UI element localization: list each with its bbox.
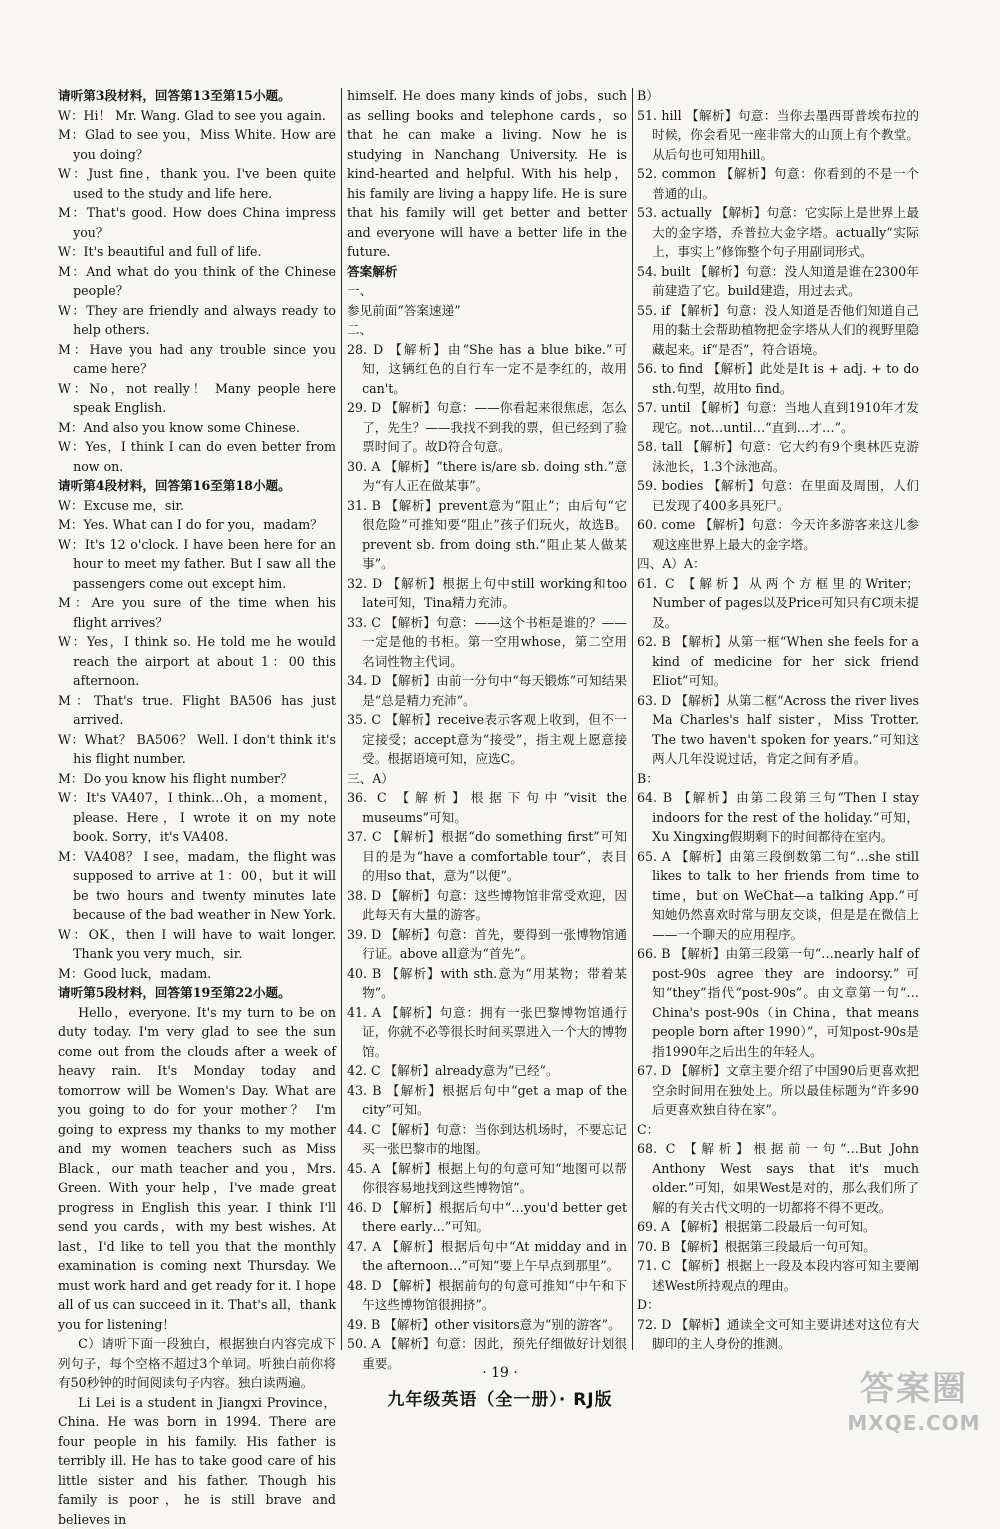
text-line: 56. to find 【解析】此处是It is + adj. + to do sth.句型，故用to find。 (637, 359, 919, 398)
text-line: 45. A 【解析】根据上句的句意可知“地图可以帮你很容易地找到这些博物馆”。 (347, 1159, 627, 1198)
text-line: 30. A 【解析】“there is/are sb. doing sth.”意为“有人正在做某事”。 (347, 457, 627, 496)
column-left (58, 86, 336, 1366)
watermark-bottom-text: MXQE.COM (834, 1411, 994, 1435)
text-line: 60. come 【解析】句意：今天许多游客来这儿参观这座世界上最大的金字塔。 (637, 515, 919, 554)
text-line: Hello，everyone. It's my turn to be on duty today. I'm very glad to see the sun come out from the clouds after a week of heavy rain. It's Monday today and tomorrow will be Women's Day. What are you going to do for your mother？ I'm going to express my thanks to my mother and my women teachers such as Miss Black，our math teacher and you，Mrs. Green. With your help，I've made great progress in English this year. I think I'll send you cards，with my best wishes. At last，I'd like to tell you that the monthly examination is coming next Thursday. We must work hard and get ready for it. I hope all of us can succeed in it. That's all，thank you for listening！ (58, 1003, 336, 1335)
text-line: Li Lei is a student in Jiangxi Province，China. He was born in 1994. There are four people in his family. His father is terribly ill. He has to take good care of his little sister and his father. Though his family is poor，he is still brave and believes in (58, 1393, 336, 1529)
text-line: 65. A 【解析】由第三段倒数第二句“…she still likes to talk to her friends from time to time，but on WeChat—a talking App.”可知她仍然喜欢时常与朋友交谈，但是是在微信上——一个聊天的应用程序。 (637, 847, 919, 945)
text-line: 41. A 【解析】句意：拥有一张巴黎博物馆通行证，你就不必等很长时间买票进入一个大的博物馆。 (347, 1003, 627, 1062)
watermark-top-text: 答案圈 (834, 1367, 994, 1411)
text-line: 52. common 【解析】句意：你看到的不是一个普通的山。 (637, 164, 919, 203)
page-number: · 19 · (0, 1365, 1000, 1381)
text-line: M：That's good. How does China impress you？ (58, 203, 336, 242)
text-line: W：No，not really！ Many people here speak English. (58, 379, 336, 418)
text-line: 48. D 【解析】根据前句的句意可推知“中午和下午这些博物馆很拥挤”。 (347, 1276, 627, 1315)
text-line: 31. B 【解析】prevent意为“阻止”；由后句“它很危险”可推知要“阻止”孩子们玩火，故选B。prevent sb. from doing sth.“阻止某人做某事”。 (347, 496, 627, 574)
text-line: 71. C 【解析】根据上一段及本段内容可知主要阐述West所持观点的理由。 (637, 1256, 919, 1295)
text-line: M：Do you know his flight number？ (58, 769, 336, 789)
text-line: 答案解析 (347, 262, 627, 282)
text-line: 70. B 【解析】根据第三段最后一句可知。 (637, 1237, 919, 1257)
text-line: 一、 (347, 281, 627, 301)
text-line: 59. bodies 【解析】句意：在里面及周围，人们已发现了400多具死尸。 (637, 476, 919, 515)
column-right (637, 86, 919, 1366)
text-line: M：VA408？ I see，madam，the flight was supposed to arrive at 1：00，but it will be two hours and twenty minutes late because of the bad weather in New York. (58, 847, 336, 925)
text-line: 29. D 【解析】句意：——你看起来很焦虑，怎么了，先生？——我找不到我的票，但已经到了验票时间了。故D符合句意。 (347, 398, 627, 457)
text-line: 32. D 【解析】根据上句中still working和too late可知，Tina精力充沛。 (347, 574, 627, 613)
text-line: W：OK，then I will have to wait longer. Thank you very much，sir. (58, 925, 336, 964)
text-line: 39. D 【解析】句意：首先，要得到一张博物馆通行证。above all意为“首先”。 (347, 925, 627, 964)
text-line: 43. B 【解析】根据后句中“get a map of the city”可知。 (347, 1081, 627, 1120)
text-line: 参见前面“答案速递” (347, 301, 627, 321)
text-line: 47. A 【解析】根据后句中“At midday and in the afternoon…”可知“要上午早点到那里”。 (347, 1237, 627, 1276)
text-line: 三、A） (347, 769, 627, 789)
text-line: 35. C 【解析】receive表示客观上收到，但不一定接受；accept意为“接受”，指主观上愿意接受。根据语境可知，应选C。 (347, 710, 627, 769)
text-line: 61. C 【解析】从两个方框里的Writer；Number of pages以及Price可知只有C项未提及。 (637, 574, 919, 633)
text-line: 64. B 【解析】由第二段第三句“Then I stay indoors for the rest of the holiday.”可知，Xu Xingxing假期剩下的时间都待在室内。 (637, 788, 919, 847)
text-line: 57. until 【解析】句意：当地人直到1910年才发现它。not…until…“直到…才…”。 (637, 398, 919, 437)
text-line: 44. C 【解析】句意：当你到达机场时，不要忘记买一张巴黎市的地图。 (347, 1120, 627, 1159)
text-line: B） (637, 86, 919, 106)
text-line: 54. built 【解析】句意：没人知道是谁在2300年前建造了它。build建造，用过去式。 (637, 262, 919, 301)
text-line: 55. if 【解析】句意：没人知道是否他们知道自己用的黏土会帮助植物把金字塔从人们的视野里隐藏起来。if“是否”，符合语境。 (637, 301, 919, 360)
book-title: 九年级英语（全一册）· RJ版 (0, 1385, 1000, 1410)
column-divider-right (632, 88, 633, 1350)
text-line: D： (637, 1295, 919, 1315)
text-line: M：Are you sure of the time when his flight arrives？ (58, 593, 336, 632)
text-line: 51. hill 【解析】句意：当你去墨西哥普埃布拉的时候，你会看见一座非常大的山顶上有个教堂。从后句也可知用hill。 (637, 106, 919, 165)
text-line: 42. C 【解析】already意为“已经”。 (347, 1061, 627, 1081)
text-line: 28. D 【解析】由“She has a blue bike.”可知，这辆红色的自行车一定不是李红的，故用can't。 (347, 340, 627, 399)
text-line: 72. D 【解析】通读全文可知主要讲述对这位有大脚印的主人身份的推测。 (637, 1315, 919, 1354)
text-line: 58. tall 【解析】句意：它大约有9个奥林匹克游泳池长，1.3个泳池高。 (637, 437, 919, 476)
text-line: M：Yes. What can I do for you，madam？ (58, 515, 336, 535)
text-line: 68. C 【解析】根据前一句“…But John Anthony West says that it's much older.”可知，如果West是对的，那么我们所了解的有关古代文明的一切都将不得不更改。 (637, 1139, 919, 1217)
text-line: W：Hi！ Mr. Wang. Glad to see you again. (58, 106, 336, 126)
text-line: C： (637, 1120, 919, 1140)
text-line: 69. A 【解析】根据第二段最后一句可知。 (637, 1217, 919, 1237)
text-line: 请听第5段材料，回答第19至第22小题。 (58, 983, 336, 1003)
text-line: W：Just fine，thank you. I've been quite used to the study and life here. (58, 164, 336, 203)
text-line: M：Glad to see you，Miss White. How are you doing？ (58, 125, 336, 164)
text-line: 67. D 【解析】文章主要介绍了中国90后更喜欢把空余时间用在独处上。所以最佳标题为“许多90后更喜欢独自待在家”。 (637, 1061, 919, 1120)
text-line: C）请听下面一段独白，根据独白内容完成下列句子，每个空格不超过3个单词。听独白前你将有50秒钟的时间阅读句子内容。独白读两遍。 (58, 1334, 336, 1393)
text-line: W：It's 12 o'clock. I have been here for an hour to meet my father. But I saw all the passengers come out except him. (58, 535, 336, 594)
text-line: M：That's true. Flight BA506 has just arrived. (58, 691, 336, 730)
text-line: 四、A）A： (637, 554, 919, 574)
text-line: W：What？ BA506？ Well. I don't think it's his flight number. (58, 730, 336, 769)
text-line: 62. B 【解析】从第一框“When she feels for a kind of medicine for her sick friend Eliot”可知。 (637, 632, 919, 691)
column-middle (347, 86, 627, 1366)
text-line: 36. C 【解析】根据下句中“visit the museums”可知。 (347, 788, 627, 827)
text-line: 46. D 【解析】根据后句中“…you'd better get there early…”可知。 (347, 1198, 627, 1237)
text-line: 33. C 【解析】句意：——这个书柜是谁的？——一定是他的书柜。第一空用whose，第二空用名词性物主代词。 (347, 613, 627, 672)
text-line: M：And what do you think of the Chinese people？ (58, 262, 336, 301)
text-line: 请听第4段材料，回答第16至第18小题。 (58, 476, 336, 496)
text-line: W：It's VA407，I think…Oh，a moment，please. Here，I wrote it on my note book. Sorry，it's VA408. (58, 788, 336, 847)
text-line: W：Yes，I think I can do even better from now on. (58, 437, 336, 476)
text-line: W：It's beautiful and full of life. (58, 242, 336, 262)
text-line: W：Excuse me，sir. (58, 496, 336, 516)
text-line: 38. D 【解析】句意：这些博物馆非常受欢迎，因此每天有大量的游客。 (347, 886, 627, 925)
text-line: M：Good luck，madam. (58, 964, 336, 984)
text-line: 40. B 【解析】with sth.意为“用某物；带着某物”。 (347, 964, 627, 1003)
text-line: B： (637, 769, 919, 789)
text-line: 49. B 【解析】other visitors意为“别的游客”。 (347, 1315, 627, 1335)
text-line: 请听第3段材料，回答第13至第15小题。 (58, 86, 336, 106)
text-line: W：They are friendly and always ready to help others. (58, 301, 336, 340)
text-line: himself. He does many kinds of jobs，such as selling books and telephone cards，so that he can make a living. Now he is studying in Nanchang University. He is kind-hearted and helpful. With his help，his family are living a happy life. He is sure that his family will get better and better and everyone will have a better life in the future. (347, 86, 627, 262)
text-line: 50. A 【解析】句意：因此，预先仔细做好计划很重要。 (347, 1334, 627, 1373)
text-line: 53. actually 【解析】句意：它实际上是世界上最大的金字塔，乔普拉大金字塔。actually“实际上，事实上”修饰整个句子用副词形式。 (637, 203, 919, 262)
column-divider-left (341, 88, 342, 1350)
text-line: 34. D 【解析】由前一分句中“每天锻炼”可知结果是“总是精力充沛”。 (347, 671, 627, 710)
text-line: 66. B 【解析】由第三段第一句“…nearly half of post-90s agree they are indoorsy.”可知“they”指代“post-90s”。由文章第一句“…China's post-90s（in China，that means people born after 1990）”，可知post-90s是指1990年之后出生的年轻人。 (637, 944, 919, 1061)
text-line: 63. D 【解析】从第二框“Across the river lives Ma Charles's half sister，Miss Trotter. The two haven't spoken for years.”可知这两人几年没说过话，肯定之间有矛盾。 (637, 691, 919, 769)
text-line: M：Have you had any trouble since you came here？ (58, 340, 336, 379)
text-line: M：And also you know some Chinese. (58, 418, 336, 438)
watermark-logo (834, 1367, 994, 1447)
text-line: 二、 (347, 320, 627, 340)
text-line: W：Yes，I think so. He told me he would reach the airport at about 1：00 this afternoon. (58, 632, 336, 691)
text-line: 37. C 【解析】根据“do something first”可知目的是为“have a comfortable tour”，表目的用so that，意为“以便”。 (347, 827, 627, 886)
